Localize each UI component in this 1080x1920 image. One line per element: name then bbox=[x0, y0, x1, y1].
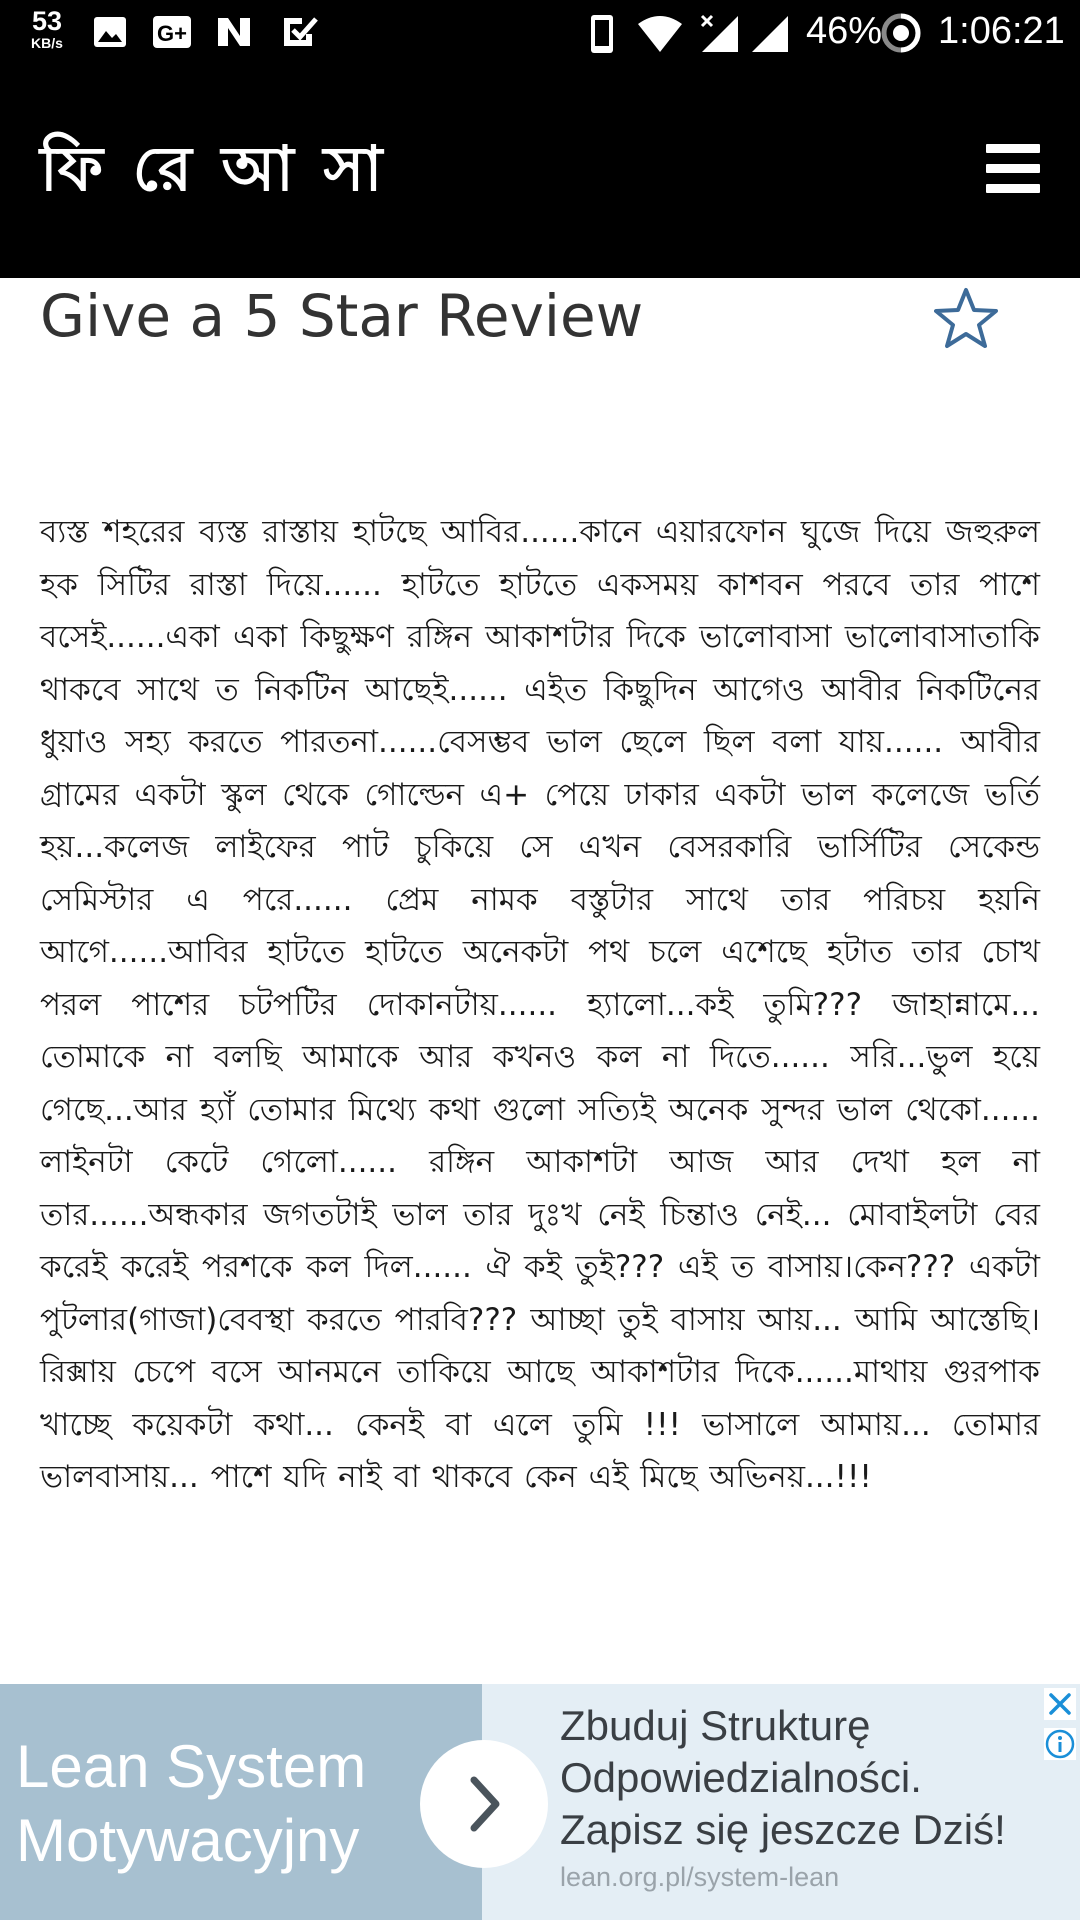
battery-saver-icon bbox=[880, 12, 922, 54]
ad-brand-name bbox=[16, 1730, 416, 1878]
signal-no-data-icon bbox=[698, 14, 742, 54]
ad-headline-line: Odpowiedzialności. bbox=[560, 1754, 922, 1801]
ad-banner[interactable] bbox=[0, 1684, 1080, 1920]
review-prompt[interactable]: Give a 5 Star Review bbox=[40, 282, 644, 350]
check-app-icon bbox=[280, 14, 320, 50]
ad-info-button[interactable] bbox=[1044, 1728, 1076, 1760]
review-star-button[interactable] bbox=[934, 286, 998, 350]
story-text: ব্যস্ত শহরের ব্যস্ত রাস্তায় হাটছে আবির......কানে এয়ারফোন ঘুজে দিয়ে জহুরুল হক সিটির রাস্তা দিয়ে...... হাটতে হাটতে একসময় কাশবন পরবে তার পাশে বসেই......একা একা কিছুক্ষণ রঙ্গিন আকাশটার দিকে ভালোবাসা ভালোবাসাতাকি থাকবে সাথে ত নিকটিন আছেই...... এইত কিছুদিন আগেও আবীর নিকটিনের ধুয়াও সহ্য করতে পারতনা......বেসম্ভব ভাল ছেলে ছিল বলা যায়...... আবীর গ্রামের একটা স্কুল থেকে গোল্ডেন এ+ পেয়ে ঢাকার একটা ভাল কলেজে ভর্তি হয়...কলেজ লাইফের পাট চুকিয়ে সে এখন বেসরকারি ভার্সিটির সেকেন্ড সেমিস্টার এ পরে...... প্রেম নামক বস্তুটার সাথে তার পরিচয় হয়নি আগে......আবির হাটতে হাটতে অনেকটা পথ চলে এশেছে হটাত তার চোখ পরল পাশের চটপটির দোকানটায়...... হ্যালো...কই তুমি??? জাহান্নামে... তোমাকে না বলছি আমাকে আর কখনও কল না দিতে...... সরি...ভুল হয়ে গেছে...আর হ্যাঁ তোমার মিথ্যে কথা গুলো সত্যিই অনেক সুন্দর ভাল থেকো...... লাইনটা কেটে গেলো...... রঙ্গিন আকাশটা আজ আর দেখা হল না তার......অন্ধকার জগতটাই ভাল তার দুঃখ নেই চিন্তাও নেই... মোবাইলটা বের করেই করেই পরশকে কল দিল...... ঐ কই তুই??? এই ত বাসায়।কেন??? একটা পুটলার(গাজা)বেবস্থা করতে পারবি??? আচ্ছা তুই বাসায় আয়... আমি আস্তেছি। রিক্সায় চেপে বসে আনমনে তাকিয়ে আছে আকাশটার দিকে......মাথায় গুরপাক খাচ্ছে কয়েকটা কথা... কেনই বা এলে তুমি !!! ভাসালে আমায়... তোমার ভালবাসায়... পাশে যদি নাই বা থাকবে কেন এই মিছে অভিনয়...!!! bbox=[40, 514, 1040, 1495]
app-title: ফি রে আ সা bbox=[40, 132, 387, 205]
n-app-icon bbox=[214, 14, 254, 50]
ad-headline bbox=[560, 1700, 1060, 1856]
ad-headline-line: Zapisz się jeszcze Dziś! bbox=[560, 1806, 1006, 1853]
star-outline-icon bbox=[934, 286, 998, 350]
ad-brand-line: Motywacyjny bbox=[16, 1807, 360, 1874]
ad-brand-line: Lean System bbox=[16, 1733, 367, 1800]
network-speed-unit: KB/s bbox=[31, 35, 63, 51]
clock: 1:06:21 bbox=[938, 10, 1065, 52]
gallery-icon bbox=[92, 14, 128, 50]
network-speed bbox=[22, 8, 72, 50]
chevron-right-icon bbox=[420, 1740, 548, 1868]
network-speed-value: 53 bbox=[31, 6, 63, 36]
battery-percent: 46% bbox=[806, 10, 883, 52]
svg-text:G+: G+ bbox=[157, 21, 187, 46]
ad-url[interactable]: lean.org.pl/system-lean bbox=[560, 1862, 840, 1892]
ad-headline-line: Zbuduj Strukturę bbox=[560, 1702, 871, 1749]
status-bar bbox=[0, 0, 1080, 64]
google-plus-icon bbox=[152, 14, 192, 50]
app-bar bbox=[0, 64, 1080, 278]
phone-vibrate-icon bbox=[588, 14, 616, 54]
wifi-icon bbox=[636, 14, 684, 54]
ad-close-button[interactable] bbox=[1044, 1688, 1076, 1720]
info-icon bbox=[1044, 1728, 1076, 1760]
signal-icon bbox=[750, 14, 790, 54]
menu-button[interactable] bbox=[978, 138, 1048, 198]
close-icon bbox=[1044, 1688, 1076, 1720]
ad-open-button[interactable] bbox=[420, 1740, 548, 1868]
